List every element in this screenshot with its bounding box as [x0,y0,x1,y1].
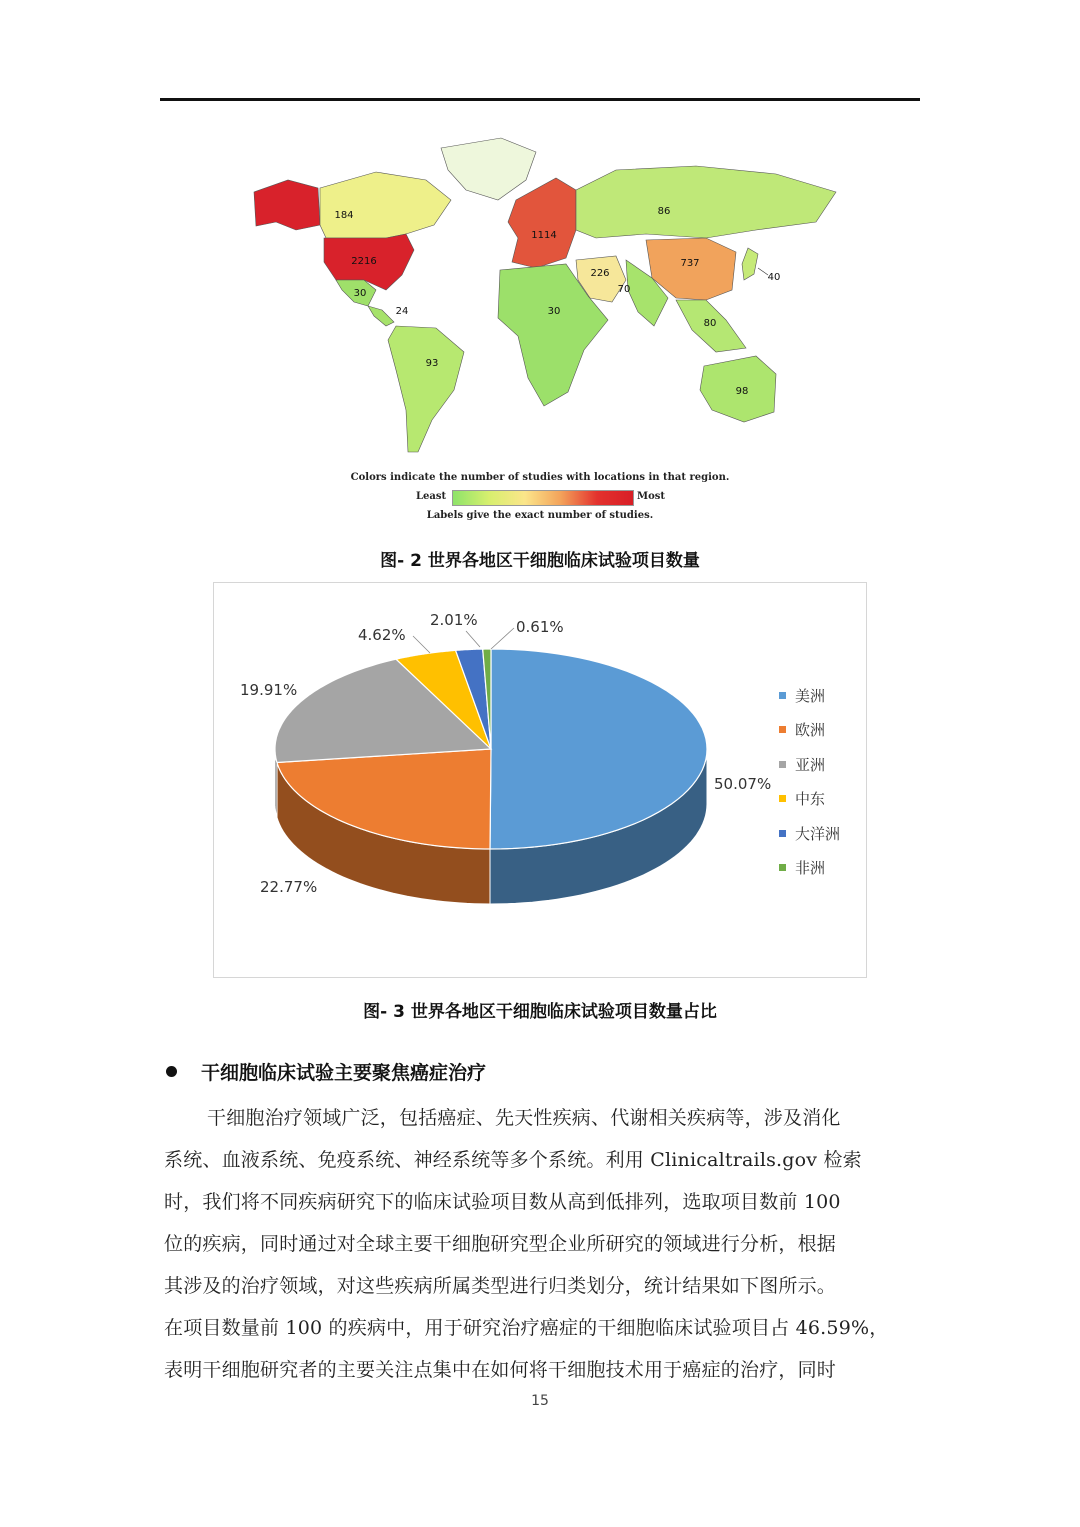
map-color-scale [400,490,680,506]
paragraph-line: 在项目数量前 100 的疾病中，用于研究治疗癌症的干细胞临床试验项目占 46.59%， [164,1317,889,1339]
section-heading-text: 干细胞临床试验主要聚焦癌症治疗 [201,1062,487,1084]
map-label-oceania: 98 [735,386,749,397]
pie-legend-item [779,788,825,810]
legend-label: 大洋洲 [795,824,841,843]
paragraph-line: 表明干细胞研究者的主要关注点集中在如何将干细胞技术用于癌症的治疗，同时 [164,1359,837,1381]
map-label-north-asia: 86 [657,206,671,217]
map-label-japan: 40 [767,272,781,283]
pie-legend-item [779,719,825,741]
header-rule [160,98,920,101]
world-map [236,130,876,470]
map-label-usa: 2216 [351,256,377,267]
map-region-canada [320,172,451,238]
map-region-alaska [254,180,320,230]
legend-swatch [779,795,786,802]
figure2-caption: 图- 2 世界各地区干细胞临床试验项目数量 [380,551,700,571]
map-legend-note: Labels give the exact number of studies. [426,510,654,521]
map-legend-title: Colors indicate the number of studies with locations in that region. [350,472,730,483]
legend-label: 欧洲 [795,721,826,739]
map-label-south-asia: 70 [617,284,631,295]
map-legend-least: Least [416,491,447,502]
pie-legend-item [779,857,825,879]
pie-chart-frame [213,582,867,978]
map-legend-gradient [452,490,634,506]
map-label-africa: 30 [547,306,561,317]
legend-swatch [779,692,786,699]
paragraph-line: 时，我们将不同疾病研究下的临床试验项目数从高到低排列，选取项目数前 100 [164,1191,841,1213]
pie-label-非洲: 0.61% [516,618,564,636]
paragraph-line: 系统、血液系统、免疫系统、神经系统等多个系统。利用 Clinicaltrails.gov 检索 [164,1149,862,1171]
pie-label-大洋洲: 2.01% [430,611,478,629]
pie-label-中东: 4.62% [358,626,406,644]
figure3-caption: 图- 3 世界各地区干细胞临床试验项目数量占比 [363,1002,717,1022]
pie-leader-line [491,628,514,649]
map-label-canada: 184 [334,210,354,221]
map-label-central-america: 24 [395,306,409,317]
pie-legend-item [779,684,825,706]
map-label-east-asia: 737 [680,258,700,269]
map-region-japan [742,248,758,280]
map-region-south-america [388,326,464,452]
world-map-svg [236,130,876,470]
map-label-middle-east: 226 [590,268,610,279]
legend-label: 美洲 [795,686,826,705]
map-label-southeast-asia: 80 [703,318,717,329]
legend-label: 非洲 [795,859,826,877]
pie-label-美洲: 50.07% [714,775,772,793]
pie-leader-line [413,636,430,653]
map-label-europe: 1114 [531,230,557,241]
legend-swatch [779,761,786,768]
pie-leader-line [466,631,480,647]
legend-swatch [779,864,786,871]
pie-legend-item [779,753,825,775]
paragraph-line: 位的疾病，同时通过对全球主要干细胞研究型企业所研究的领域进行分析，根据 [164,1233,837,1255]
pie-label-亚洲: 19.91% [240,681,298,699]
map-label-leader-japan [758,268,768,275]
page-number: 15 [531,1393,549,1409]
map-region-central-america [368,306,394,326]
map-region-north-asia [576,166,836,238]
map-label-mexico: 30 [353,288,367,299]
bullet-icon [166,1066,177,1077]
paragraph-line: 其涉及的治疗领域，对这些疾病所属类型进行归类划分，统计结果如下图所示。 [164,1275,837,1297]
legend-label: 中东 [795,790,826,808]
pie-label-欧洲: 22.77% [260,878,318,896]
pie-chart [214,583,866,977]
map-region-europe [508,178,576,268]
pie-legend-item [779,822,840,844]
legend-label: 亚洲 [795,755,826,774]
map-label-south-america: 93 [425,358,439,369]
paragraph-line: 干细胞治疗领域广泛，包括癌症、先天性疾病、代谢相关疾病等，涉及消化 [207,1107,841,1129]
map-legend-most: Most [637,491,665,502]
map-region-greenland [441,138,536,200]
legend-swatch [779,830,786,837]
legend-swatch [779,726,786,733]
section-heading [166,1058,486,1085]
